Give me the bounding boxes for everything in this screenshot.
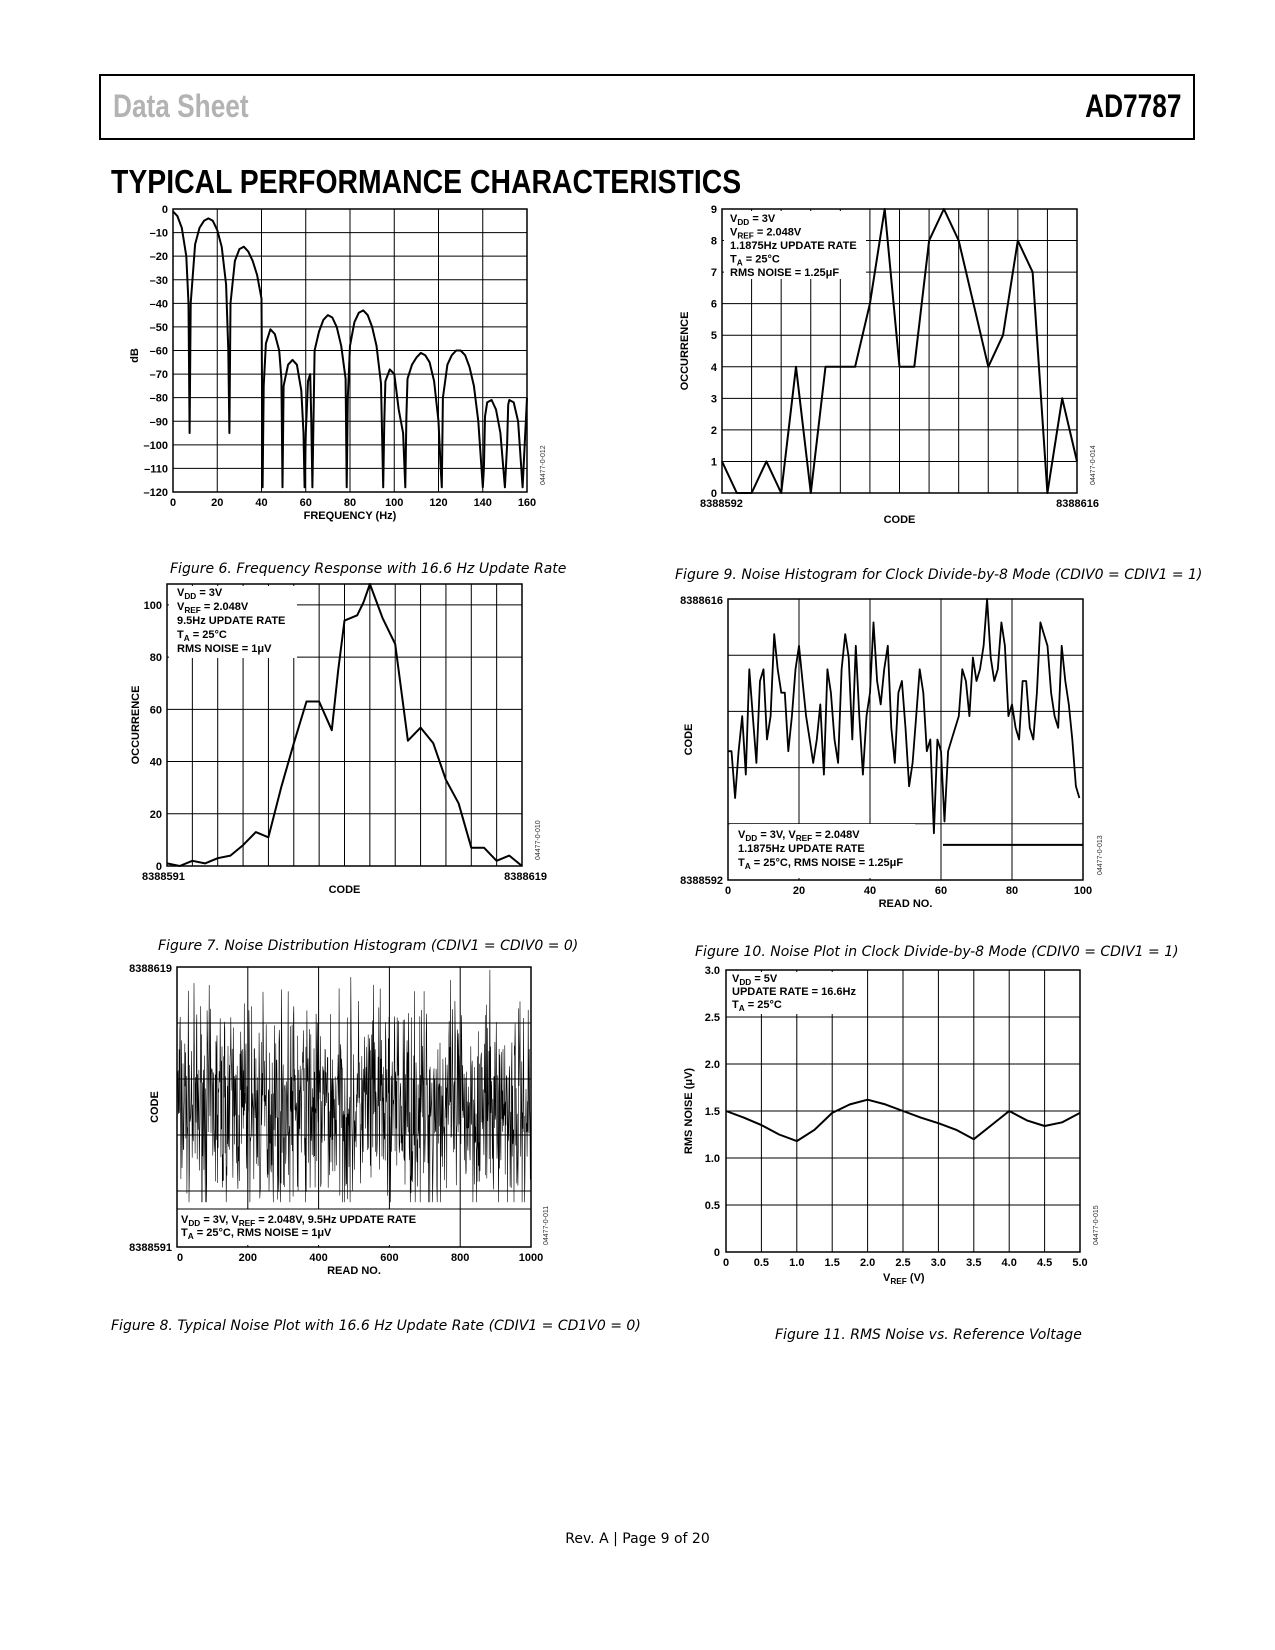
fig8-figure-id: 04477-0-011 — [543, 1205, 550, 1245]
fig9-x-tick-label: 8388592 — [700, 498, 743, 510]
fig6-x-tick-label: 40 — [255, 497, 268, 509]
fig6-y-tick-label: –80 — [149, 392, 168, 405]
fig11-x-tick-label: 3.5 — [966, 1257, 982, 1269]
fig6-y-tick-label: –100 — [143, 439, 168, 452]
fig9-y-tick-label: 2 — [710, 424, 717, 437]
fig8-y-tick-label: 8388619 — [129, 963, 172, 975]
fig11-y-tick-label: 1.0 — [704, 1153, 720, 1165]
fig9-y-axis-label: OCCURRENCE — [679, 311, 691, 391]
fig9-y-tick-label: 8 — [710, 235, 717, 248]
fig7-x-axis-label: CODE — [328, 884, 361, 896]
fig6-y-tick-label: 0 — [161, 204, 168, 216]
fig11-figure-id: 04477-0-015 — [1093, 1205, 1100, 1245]
fig10-y-tick-label: 8388616 — [680, 595, 723, 607]
fig6-x-tick-label: 0 — [169, 497, 177, 509]
fig9-x-axis-label: CODE — [883, 514, 916, 526]
fig6-y-tick-label: –40 — [149, 298, 168, 311]
fig9-x-tick-label: 8388616 — [1056, 498, 1099, 510]
caption-fig11: Figure 11. RMS Noise vs. Reference Voltage — [775, 1327, 1082, 1343]
fig9-y-tick-label: 0 — [710, 488, 717, 500]
fig7-x-tick-label: 8388591 — [142, 871, 185, 883]
fig9-y-tick-label: 1 — [710, 456, 717, 469]
fig9-annotation-line: RMS NOISE = 1.25μF — [730, 267, 840, 279]
section-title: TYPICAL PERFORMANCE CHARACTERISTICS — [111, 163, 742, 200]
fig10-annotation-line: $V_{DD} = 3V$, $V_{REF} = 2.048V$ — [738, 829, 860, 843]
fig6-x-tick-label: 100 — [385, 497, 404, 509]
fig10-annotation-line: $T_A = 25^\circ C$, RMS NOISE = 1.25μF — [738, 857, 904, 871]
page-header — [99, 74, 1195, 140]
fig10-x-tick-label: 60 — [934, 885, 948, 897]
fig10-x-tick-label: 20 — [792, 885, 806, 897]
fig11-x-axis-label: $V_{REF}$ (V) — [883, 1272, 925, 1286]
fig8-annotation-line: $T_A = 25^\circ C$, RMS NOISE = 1μV — [181, 1227, 332, 1241]
fig6-y-tick-label: –110 — [144, 463, 168, 476]
caption-fig10: Figure 10. Noise Plot in Clock Divide-by-8 Mode (CDIV0 = CDIV1 = 1) — [695, 944, 1179, 960]
caption-fig7: Figure 7. Noise Distribution Histogram (CDIV1 = CDIV0 = 0) — [158, 938, 579, 954]
fig6-y-tick-label: –10 — [149, 227, 168, 240]
fig10-x-tick-label: 0 — [724, 885, 732, 897]
fig6-y-axis-label: dB — [129, 348, 141, 363]
fig11-x-tick-label: 3.0 — [930, 1257, 947, 1269]
fig7-annotation-line: $V_{DD} = 3V$ — [177, 587, 223, 601]
fig11-x-tick-label: 2.0 — [859, 1257, 876, 1269]
fig7-y-tick-label: 100 — [143, 599, 162, 612]
fig7-annotation-line: 9.5Hz UPDATE RATE — [177, 615, 286, 627]
fig8-series-line — [177, 970, 531, 1202]
fig11-y-tick-label: 0.5 — [704, 1200, 720, 1212]
fig6-y-tick-label: –30 — [149, 274, 168, 287]
fig6-x-tick-label: 20 — [211, 497, 224, 509]
fig11-x-tick-label: 4.0 — [1001, 1257, 1017, 1269]
fig11-annotation-line: $T_A = 25^\circ C$ — [732, 999, 782, 1013]
fig7-annotation-line: $V_{REF} = 2.048V$ — [177, 601, 249, 615]
fig9-annotation-line: $V_{REF} = 2.048V$ — [730, 226, 802, 241]
fig7-figure-id: 04477-0-010 — [535, 820, 542, 860]
fig10-y-tick-label: 8388592 — [680, 875, 723, 887]
caption-fig6: Figure 6. Frequency Response with 16.6 Hz Update Rate — [170, 561, 567, 577]
fig8-x-tick-label: 1000 — [518, 1252, 544, 1264]
fig10-y-axis-label: CODE — [683, 723, 695, 756]
fig9-annotation-line: 1.1875Hz UPDATE RATE — [730, 240, 857, 252]
chart-noise-plot-div8 — [680, 590, 1140, 935]
fig11-y-tick-label: 0 — [713, 1247, 720, 1259]
fig7-x-tick-label: 8388619 — [504, 871, 547, 883]
fig7-y-tick-label: 60 — [149, 704, 162, 717]
fig9-annotation-line: $T_A = 25^\circ C$ — [730, 253, 780, 268]
fig8-annotation-line: $V_{DD} = 3V$, $V_{REF} = 2.048V$, 9.5Hz UPDATE RATE — [181, 1214, 417, 1228]
fig7-y-tick-label: 80 — [149, 652, 162, 665]
fig6-x-tick-label: 140 — [473, 497, 492, 509]
chart-noise-histogram-div8 — [680, 200, 1140, 545]
fig8-y-tick-label: 8388591 — [129, 1242, 172, 1254]
fig9-y-tick-label: 4 — [710, 361, 717, 374]
fig10-figure-id: 04477-0-013 — [1097, 835, 1104, 875]
chart-noise-distribution-histogram — [110, 575, 570, 920]
fig11-y-tick-label: 1.5 — [704, 1106, 720, 1118]
fig7-annotation-line: $T_A = 25^\circ C$ — [177, 629, 227, 643]
fig11-x-tick-label: 2.5 — [895, 1257, 911, 1269]
fig9-figure-id: 04477-0-014 — [1090, 445, 1097, 485]
caption-fig8: Figure 8. Typical Noise Plot with 16.6 Hz Update Rate (CDIV1 = CD1V0 = 0) — [111, 1318, 641, 1334]
fig6-x-axis-label: FREQUENCY (Hz) — [303, 510, 397, 522]
fig10-x-tick-label: 100 — [1073, 885, 1093, 897]
fig8-x-tick-label: 800 — [451, 1252, 470, 1264]
fig8-x-axis-label: READ NO. — [327, 1265, 381, 1277]
fig9-y-tick-label: 3 — [710, 393, 717, 406]
fig6-y-tick-label: –120 — [143, 487, 168, 499]
fig6-y-tick-label: –60 — [149, 345, 168, 358]
fig11-x-tick-label: 0.5 — [753, 1257, 770, 1269]
fig11-y-axis-label: RMS NOISE (μV) — [683, 1067, 695, 1155]
page-footer: Rev. A | Page 9 of 20 — [565, 1531, 710, 1547]
chart-typical-noise-plot — [110, 960, 570, 1310]
fig11-x-tick-label: 1.5 — [824, 1257, 840, 1269]
fig6-y-tick-label: –50 — [149, 321, 168, 334]
fig8-y-axis-label: CODE — [149, 1091, 161, 1123]
fig8-x-tick-label: 400 — [309, 1252, 328, 1264]
fig7-y-tick-label: 0 — [155, 861, 162, 873]
fig6-x-tick-label: 120 — [429, 497, 448, 509]
header-doc-type: Data Sheet — [113, 88, 249, 124]
fig9-annotation-line: $V_{DD} = 3V$ — [730, 213, 776, 227]
fig7-y-axis-label: OCCURRENCE — [130, 685, 142, 765]
fig11-annotation-line: UPDATE RATE = 16.6Hz — [732, 986, 856, 998]
fig11-annotation-line: $V_{DD} = 5V$ — [732, 973, 778, 987]
fig10-annotation-line: 1.1875Hz UPDATE RATE — [738, 843, 865, 855]
fig6-y-tick-label: –90 — [149, 416, 168, 429]
fig8-x-tick-label: 0 — [177, 1252, 184, 1264]
fig7-y-tick-label: 40 — [149, 756, 162, 769]
fig11-x-tick-label: 1.0 — [789, 1257, 805, 1269]
fig10-x-tick-label: 40 — [863, 885, 877, 897]
fig10-series-line — [728, 599, 1079, 833]
fig7-y-tick-label: 20 — [149, 808, 162, 821]
fig9-y-tick-label: 7 — [710, 267, 717, 280]
fig10-x-axis-label: READ NO. — [878, 898, 933, 910]
fig8-x-tick-label: 600 — [380, 1252, 399, 1264]
fig9-y-tick-label: 9 — [710, 204, 717, 216]
chart-frequency-response — [110, 200, 570, 540]
fig10-x-tick-label: 80 — [1005, 885, 1019, 897]
fig6-y-tick-label: –20 — [149, 251, 168, 264]
caption-fig9: Figure 9. Noise Histogram for Clock Divide-by-8 Mode (CDIV0 = CDIV1 = 1) — [675, 567, 1203, 583]
fig8-x-tick-label: 200 — [238, 1252, 257, 1264]
fig6-y-tick-label: –70 — [149, 369, 168, 382]
fig11-x-tick-label: 0 — [722, 1257, 730, 1269]
fig6-x-tick-label: 80 — [343, 497, 357, 509]
fig6-x-tick-label: 160 — [517, 497, 537, 509]
chart-rms-noise-vs-vref — [680, 960, 1140, 1310]
fig11-y-tick-label: 2.0 — [704, 1059, 720, 1071]
fig6-figure-id: 04477-0-012 — [540, 445, 547, 485]
fig11-y-tick-label: 2.5 — [704, 1012, 720, 1024]
fig11-y-tick-label: 3.0 — [704, 965, 720, 977]
fig9-y-tick-label: 5 — [710, 330, 717, 343]
fig11-x-tick-label: 4.5 — [1036, 1257, 1053, 1269]
header-part-number: AD7787 — [1084, 88, 1181, 124]
fig6-x-tick-label: 60 — [299, 497, 312, 509]
fig7-annotation-line: RMS NOISE = 1μV — [177, 643, 272, 655]
fig11-x-tick-label: 5.0 — [1072, 1257, 1088, 1269]
fig9-y-tick-label: 6 — [710, 298, 717, 311]
